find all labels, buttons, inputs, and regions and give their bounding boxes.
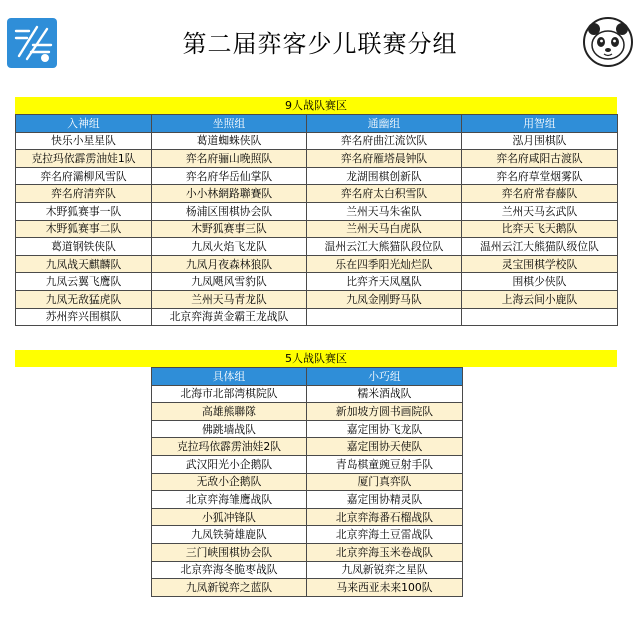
team-cell: 乐在四季阳光灿烂队 bbox=[307, 255, 462, 273]
team-cell: 兰州天马玄武队 bbox=[462, 202, 618, 220]
team-cell: 弈名府咸阳古渡队 bbox=[462, 150, 618, 168]
team-cell: 兰州天马青龙队 bbox=[152, 290, 307, 308]
team-cell: 九凤新锐弈之蓝队 bbox=[152, 579, 307, 597]
team-cell: 木野狐赛事一队 bbox=[16, 202, 152, 220]
team-cell: 苏州弈兴围棋队 bbox=[16, 308, 152, 326]
team-cell: 北京弈海雏鹰战队 bbox=[152, 491, 307, 509]
table-row bbox=[152, 385, 463, 403]
column-header: 具体组 bbox=[152, 368, 307, 386]
team-cell: 克拉玛依霹雳油娃1队 bbox=[16, 150, 152, 168]
table-row bbox=[16, 220, 618, 238]
table-row bbox=[16, 290, 618, 308]
section-9-table bbox=[15, 114, 618, 326]
team-cell: 北京弈海番石榴战队 bbox=[307, 508, 463, 526]
table-row bbox=[16, 273, 618, 291]
team-cell: 弈名府常春藤队 bbox=[462, 185, 618, 203]
empty-cell bbox=[307, 308, 462, 326]
team-cell: 佛跳墙战队 bbox=[152, 420, 307, 438]
team-cell: 厦门真弈队 bbox=[307, 473, 463, 491]
table-row bbox=[152, 420, 463, 438]
team-cell: 葛道蜘蛛侠队 bbox=[152, 132, 307, 150]
team-cell: 无敌小企鹅队 bbox=[152, 473, 307, 491]
team-cell: 新加坡方圆书画院队 bbox=[307, 403, 463, 421]
team-cell: 嘉定围协天使队 bbox=[307, 438, 463, 456]
team-cell: 高雄熊聯隊 bbox=[152, 403, 307, 421]
team-cell: 武汉阳光小企鹅队 bbox=[152, 455, 307, 473]
team-cell: 兰州天马白虎队 bbox=[307, 220, 462, 238]
table-row bbox=[16, 255, 618, 273]
team-cell: 快乐小星星队 bbox=[16, 132, 152, 150]
team-cell: 克拉玛依霹雳油娃2队 bbox=[152, 438, 307, 456]
team-cell: 兰州天马朱雀队 bbox=[307, 202, 462, 220]
team-cell: 九凤无敌猛虎队 bbox=[16, 290, 152, 308]
table-row bbox=[152, 491, 463, 509]
column-header: 坐照组 bbox=[152, 115, 307, 133]
team-cell: 龙湖围棋创新队 bbox=[307, 167, 462, 185]
column-header: 入神组 bbox=[16, 115, 152, 133]
team-cell: 糯米酒战队 bbox=[307, 385, 463, 403]
team-cell: 温州云江大熊猫队级位队 bbox=[462, 238, 618, 256]
team-cell: 北京弈海黄金霸王龙战队 bbox=[152, 308, 307, 326]
table-row bbox=[16, 132, 618, 150]
team-cell: 木野狐赛事二队 bbox=[16, 220, 152, 238]
team-cell: 九凤飓风雪豹队 bbox=[152, 273, 307, 291]
section-5-table bbox=[151, 367, 463, 597]
team-cell: 弈名府雁塔晨钟队 bbox=[307, 150, 462, 168]
team-cell: 马来西亚未来100队 bbox=[307, 579, 463, 597]
team-cell: 嘉定围协飞龙队 bbox=[307, 420, 463, 438]
table-row bbox=[152, 526, 463, 544]
team-cell: 比弈天飞天鹅队 bbox=[462, 220, 618, 238]
team-cell: 青岛棋童豌豆射手队 bbox=[307, 455, 463, 473]
column-header: 通幽组 bbox=[307, 115, 462, 133]
team-cell: 弈名府草堂烟雾队 bbox=[462, 167, 618, 185]
panda-mascot-icon bbox=[582, 16, 634, 68]
table-row bbox=[152, 508, 463, 526]
column-header: 小巧组 bbox=[307, 368, 463, 386]
column-header: 用智组 bbox=[462, 115, 618, 133]
team-cell: 北京弈海土豆雷战队 bbox=[307, 526, 463, 544]
empty-cell bbox=[462, 308, 618, 326]
team-cell: 九凤新锐弈之星队 bbox=[307, 561, 463, 579]
table-row bbox=[152, 438, 463, 456]
team-cell: 杨浦区围棋协会队 bbox=[152, 202, 307, 220]
team-cell: 弈名府太白积雪队 bbox=[307, 185, 462, 203]
team-cell: 北京弈海玉米卷战队 bbox=[307, 543, 463, 561]
team-cell: 北京弈海冬脆枣战队 bbox=[152, 561, 307, 579]
table-header-row bbox=[152, 368, 463, 386]
team-cell: 嘉定围协精灵队 bbox=[307, 491, 463, 509]
team-cell: 弈名府华岳仙掌队 bbox=[152, 167, 307, 185]
team-cell: 葛道钢铁侠队 bbox=[16, 238, 152, 256]
team-cell: 木野狐赛事三队 bbox=[152, 220, 307, 238]
table-row bbox=[152, 579, 463, 597]
team-cell: 比弈齐天凤凰队 bbox=[307, 273, 462, 291]
table-row bbox=[16, 202, 618, 220]
team-cell: 围棋少侠队 bbox=[462, 273, 618, 291]
team-cell: 泓月围棋队 bbox=[462, 132, 618, 150]
section-5-band: 5人战队赛区 bbox=[15, 350, 617, 367]
team-cell: 弈名府骊山晚照队 bbox=[152, 150, 307, 168]
table-row bbox=[152, 455, 463, 473]
team-cell: 九凤火焰飞龙队 bbox=[152, 238, 307, 256]
table-row bbox=[16, 185, 618, 203]
section-9-band: 9人战队赛区 bbox=[15, 97, 617, 114]
table-row bbox=[16, 167, 618, 185]
table-row bbox=[16, 150, 618, 168]
team-cell: 小小林網路聯賽队 bbox=[152, 185, 307, 203]
team-cell: 上海云间小鹿队 bbox=[462, 290, 618, 308]
team-cell: 灵宝围棋学校队 bbox=[462, 255, 618, 273]
table-row bbox=[16, 238, 618, 256]
team-cell: 弈名府灞柳风雪队 bbox=[16, 167, 152, 185]
team-cell: 三门峡围棋协会队 bbox=[152, 543, 307, 561]
page-title: 第二届弈客少儿联赛分组 bbox=[182, 30, 458, 58]
team-cell: 九凤战天麒麟队 bbox=[16, 255, 152, 273]
page-header bbox=[0, 0, 640, 92]
table-header-row bbox=[16, 115, 618, 133]
team-cell: 九凤铁骑雄鹿队 bbox=[152, 526, 307, 544]
team-cell: 温州云江大熊猫队段位队 bbox=[307, 238, 462, 256]
table-row bbox=[152, 473, 463, 491]
table-row bbox=[152, 403, 463, 421]
team-cell: 弈名府清弈队 bbox=[16, 185, 152, 203]
team-cell: 弈名府曲江流饮队 bbox=[307, 132, 462, 150]
table-row bbox=[152, 543, 463, 561]
team-cell: 九凤月夜森林狼队 bbox=[152, 255, 307, 273]
table-row bbox=[152, 561, 463, 579]
team-cell: 九凤金刚野马队 bbox=[307, 290, 462, 308]
team-cell: 九凤云翼飞鹰队 bbox=[16, 273, 152, 291]
table-row bbox=[16, 308, 618, 326]
team-cell: 北海市北部湾棋院队 bbox=[152, 385, 307, 403]
team-cell: 小狐冲锋队 bbox=[152, 508, 307, 526]
